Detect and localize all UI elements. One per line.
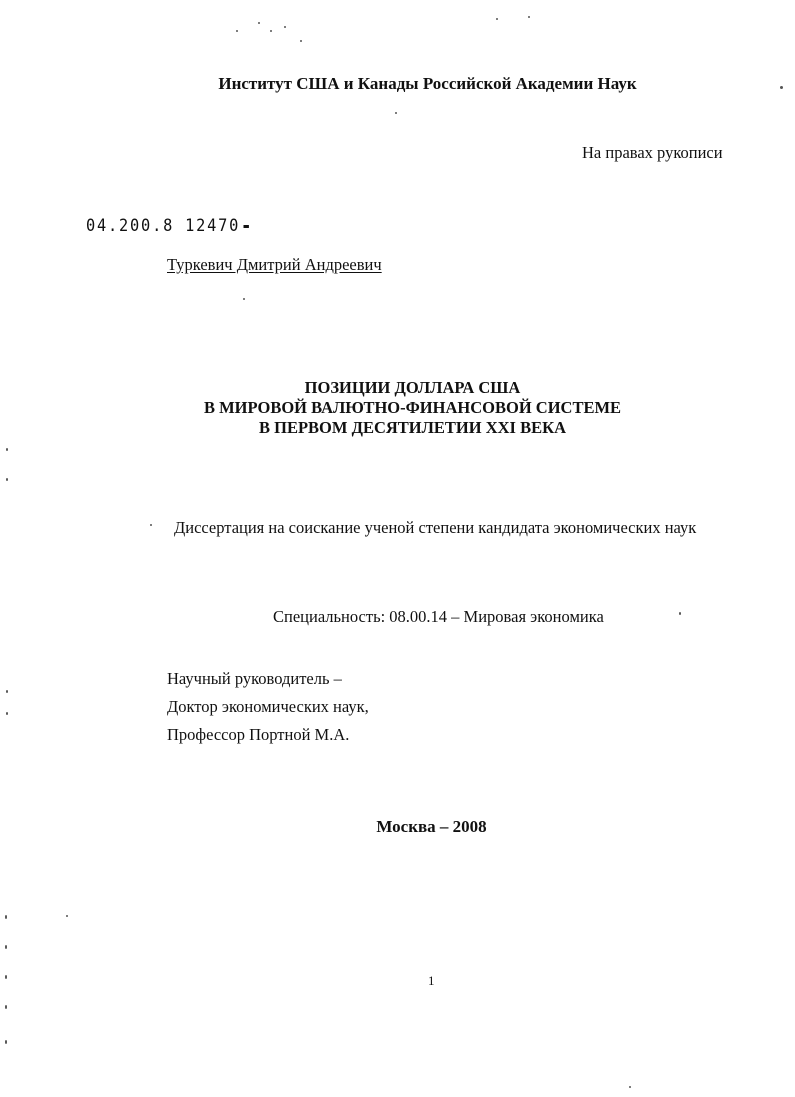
page-number: 1 bbox=[428, 973, 435, 988]
scan-speck bbox=[150, 524, 152, 526]
scan-speck bbox=[496, 18, 498, 20]
scan-speck bbox=[258, 22, 260, 24]
scan-speck bbox=[528, 16, 530, 18]
scan-speck bbox=[236, 30, 238, 32]
registry-code-stamp bbox=[86, 216, 249, 236]
scan-speck bbox=[300, 40, 302, 42]
advisor-name: Профессор Портной М.А. bbox=[167, 725, 350, 744]
title-line: В ПЕРВОМ ДЕСЯТИЛЕТИИ XXI ВЕКА bbox=[259, 418, 566, 437]
advisor-degree: Доктор экономических наук, bbox=[167, 697, 369, 716]
stamp-mark bbox=[244, 225, 249, 228]
title-line: В МИРОВОЙ ВАЛЮТНО-ФИНАНСОВОЙ СИСТЕМЕ bbox=[203, 398, 622, 417]
scan-speck bbox=[5, 915, 7, 919]
scan-speck bbox=[6, 690, 8, 693]
title-line: ПОЗИЦИИ ДОЛЛАРА США bbox=[304, 378, 521, 397]
scan-speck bbox=[284, 26, 286, 28]
specialty: Специальность: 08.00.14 – Мировая экономика bbox=[273, 607, 604, 626]
scan-speck bbox=[243, 298, 245, 300]
registry-code: 04.200.8 12470 bbox=[86, 216, 241, 236]
scientific-advisor bbox=[167, 665, 369, 749]
dissertation-note: Диссертация на соискание ученой степени кандидата экономических наук bbox=[174, 518, 697, 537]
scan-speck bbox=[6, 478, 8, 481]
city-year: Москва – 2008 bbox=[376, 817, 487, 836]
scan-speck bbox=[5, 1040, 7, 1044]
scan-speck bbox=[629, 1086, 631, 1088]
scan-speck bbox=[6, 712, 8, 715]
scan-speck bbox=[5, 975, 7, 979]
scan-speck bbox=[66, 915, 68, 917]
scan-speck bbox=[780, 86, 783, 89]
author-name: Туркевич Дмитрий Андреевич bbox=[167, 255, 382, 274]
rights-note: На правах рукописи bbox=[582, 143, 723, 162]
scan-speck bbox=[270, 30, 272, 32]
scan-speck bbox=[6, 448, 8, 451]
scan-speck bbox=[5, 945, 7, 949]
dissertation-title bbox=[0, 378, 795, 438]
scan-speck bbox=[5, 1005, 7, 1009]
scan-speck bbox=[395, 112, 397, 114]
institute-name: Институт США и Канады Российской Академии Наук bbox=[218, 74, 637, 93]
scan-speck bbox=[679, 612, 681, 615]
advisor-role: Научный руководитель – bbox=[167, 669, 342, 688]
